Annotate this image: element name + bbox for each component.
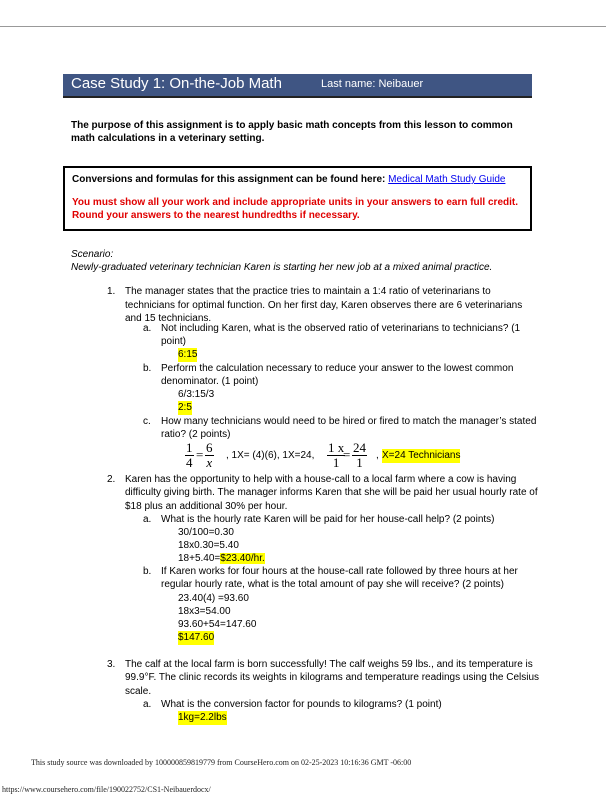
q2b-line-2: regular hourly rate, what is the total amount of pay she will receive? (2 points) — [161, 579, 504, 590]
q3-line-1: The calf at the local farm is born successfully! The calf weighs 59 lbs., and its temperature is — [125, 659, 533, 670]
instructions-box — [63, 166, 532, 231]
q2b-line-1: If Karen works for four hours at the house-call rate followed by three hours at her — [161, 566, 518, 577]
q1c-fraction-4-num: 24 — [353, 440, 366, 455]
q2b-work-1: 23.40(4) =93.60 — [178, 593, 249, 604]
q3-line-3: scale. — [125, 686, 152, 697]
q1c-answer: X=24 Technicians — [382, 450, 461, 461]
purpose-statement: The purpose of this assignment is to apply basic math concepts from this lesson to common math calculations in a veterinary setting. — [71, 120, 513, 144]
q1-line-3: and 15 technicians. — [125, 313, 212, 324]
q1-line-2: technicians for optimal function. On her first day, Karen observes there are 6 veterinarians — [125, 300, 523, 311]
top-divider — [0, 26, 606, 27]
q1c-fraction-2-den: x — [206, 455, 213, 470]
q1-number: 1. — [107, 286, 116, 297]
q2-number: 2. — [107, 474, 116, 485]
scenario — [71, 248, 492, 274]
q1c-line-2: ratio? (2 points) — [161, 429, 231, 440]
q1c-fraction-4-den: 1 — [356, 455, 363, 470]
q1a-line-1: Not including Karen, what is the observed ratio of veterinarians to technicians? (1 — [161, 323, 521, 334]
q1c-fraction-2-num: 6 — [206, 440, 213, 455]
q1b-answer: 2:5 — [178, 402, 192, 413]
q1c-fraction-1-num: 1 — [186, 440, 193, 455]
q1c-work: , 1X= (4)(6), 1X=24, — [226, 450, 315, 461]
conversions-prefix: Conversions and formulas for this assignment can be found here: — [72, 174, 389, 185]
q2a-answer: $23.40/hr. — [220, 553, 265, 564]
conversions-line — [72, 174, 505, 185]
q2a-work-3-prefix: 18+5.40= — [178, 553, 221, 564]
q1c-fraction-1-den: 4 — [186, 455, 193, 470]
q2b-answer: $147.60 — [178, 632, 215, 643]
credit-warning: You must show all your work and include appropriate units in your answers to earn full credit. Round your answers to the nearest hundredths if necessary. — [72, 197, 519, 221]
q3-line-2: 99.9°F. The clinic records its weights in kilograms and temperature readings using the Celsius — [125, 672, 540, 683]
q2-line-1: Karen has the opportunity to help with a house-call to a local farm where a cow is having — [125, 474, 517, 485]
q3a-line-1: What is the conversion factor for pounds to kilograms? (1 point) — [161, 699, 442, 710]
page-title: Case Study 1: On-the-Job Math — [71, 75, 282, 92]
q2b-work-2: 18x3=54.00 — [178, 606, 231, 617]
scenario-label: Scenario: — [71, 249, 114, 260]
q2a-work-3 — [178, 552, 265, 566]
q1c-label: c. — [143, 416, 151, 427]
q2a-work-2: 18x0.30=5.40 — [178, 540, 239, 551]
q1c-fraction-3-num: 1 x — [328, 440, 345, 455]
q1a-answer: 6:15 — [178, 349, 198, 360]
q1c-fraction-3-den: 1 — [332, 455, 340, 470]
q1a-label: a. — [143, 323, 152, 334]
q1b-label: b. — [143, 363, 152, 374]
q1c-fraction-4 — [352, 441, 367, 470]
q3-number: 3. — [107, 659, 116, 670]
q1c-fraction-1 — [185, 441, 194, 470]
q1-line-1: The manager states that the practice tries to maintain a 1:4 ratio of veterinarians to — [125, 286, 491, 297]
q2a-label: a. — [143, 514, 152, 525]
q3a-label: a. — [143, 699, 152, 710]
q2-line-2: difficulty giving birth. The manager informs Karen that she will be paid her usual hourly rate of — [125, 487, 538, 498]
q1c-equals-1: = — [196, 447, 204, 462]
title-banner — [63, 74, 532, 98]
q1c-comma: , — [376, 450, 379, 461]
source-url[interactable]: https://www.coursehero.com/file/190022752/CS1-Neibauerdocx/ — [2, 785, 211, 794]
q1b-line-2: denominator. (1 point) — [161, 376, 259, 387]
download-notice: This study source was downloaded by 100000859819779 from CourseHero.com on 02-25-2023 10:16:36 GMT -06:00 — [31, 758, 412, 767]
q1b-line-1: Perform the calculation necessary to reduce your answer to the lowest common — [161, 363, 514, 374]
study-guide-link[interactable]: Medical Math Study Guide — [388, 174, 506, 185]
q1c-equals-2: = — [343, 447, 351, 462]
last-name-label: Last name: Neibauer — [321, 78, 424, 90]
q1b-work: 6/3:15/3 — [178, 389, 215, 400]
q1c-fraction-2 — [205, 441, 214, 470]
q2b-label: b. — [143, 566, 152, 577]
q1c-line-1: How many technicians would need to be hired or fired to match the manager’s stated — [161, 416, 537, 427]
q2a-line-1: What is the hourly rate Karen will be paid for her house-call help? (2 points) — [161, 514, 495, 525]
q1a-line-2: point) — [161, 336, 187, 347]
q3a-answer: 1kg=2.2lbs — [178, 712, 227, 723]
q2-line-3: $18 plus an additional 30% per hour. — [125, 501, 288, 512]
scenario-text: Newly-graduated veterinary technician Karen is starting her new job at a mixed animal practice. — [71, 262, 493, 273]
q2b-work-3: 93.60+54=147.60 — [178, 619, 257, 630]
q2a-work-1: 30/100=0.30 — [178, 527, 234, 538]
